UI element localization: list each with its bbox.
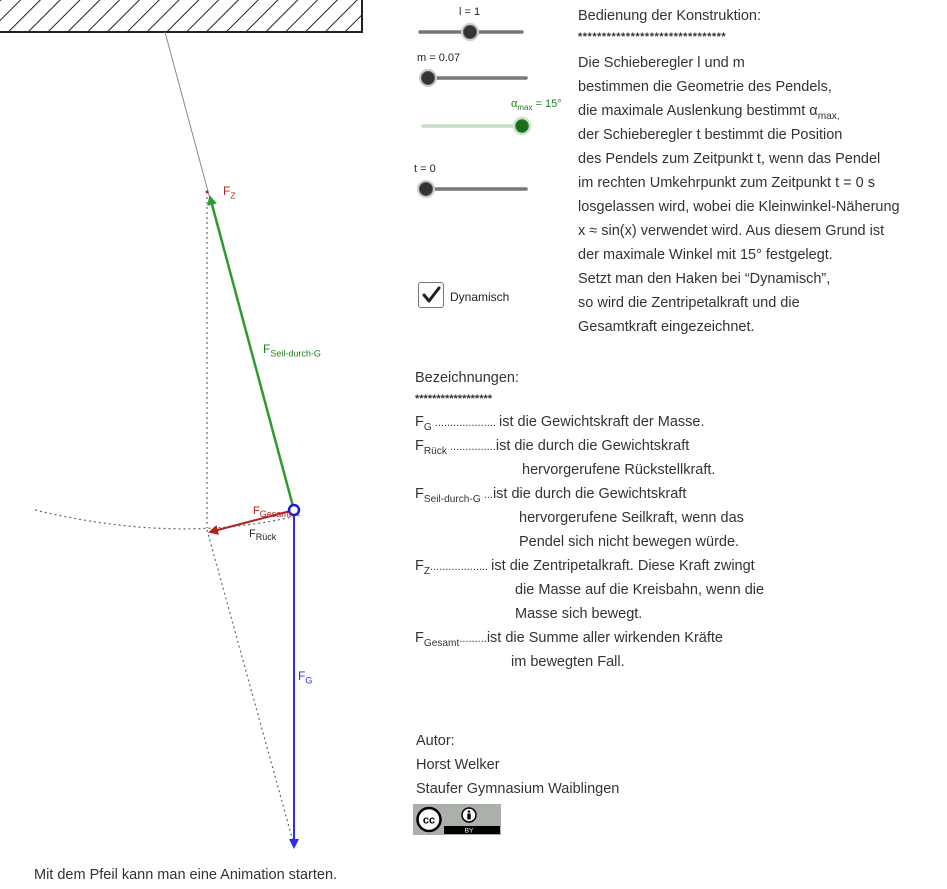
- legend-item-fz-line2: die Masse auf die Kreisbahn, wenn die: [515, 582, 765, 598]
- instructions-title: Bedienung der Konstruktion:: [578, 8, 761, 24]
- legend-title: Bezeichnungen:: [415, 370, 519, 386]
- slider-t-label: t = 0: [414, 163, 436, 175]
- cc-text: cc: [422, 814, 436, 827]
- slider-l-label: l = 1: [459, 6, 481, 18]
- dynamisch-label: Dynamisch: [450, 290, 510, 304]
- dynamisch-checkbox[interactable]: [418, 282, 444, 308]
- fz-endpoint: [206, 191, 209, 194]
- slider-alpha-max[interactable]: [423, 118, 530, 134]
- label-f-ruck: $F_{Rück}$: [249, 528, 277, 543]
- helper-line-diagonal: [207, 530, 294, 845]
- cc-by-license-badge[interactable]: [413, 804, 501, 835]
- instructions-text: Die Schieberegler l und m bestimmen die Geometrie des Pendels, die maximale Auslenkung bestimmt $\alpha_{max,}$ der Schieberegler t bestimmt die Position des Pendels zum Zeitpunkt t, wenn das Pendel im rechten Umkehrpunkt zum Zeitpunkt t = 0 s losgelassen wird, wobei die Kleinwinkel-Näherung x ≈ sin(x) verwendet wird. Aus diesem Grund ist der maximale Winkel mit 15° festgelegt. Setzt man den Haken bei “Dynamisch”, so wird die Zentripetalkraft und die Gesamtkraft eingezeichnet.: [578, 55, 900, 335]
- by-text: BY: [464, 827, 474, 834]
- legend-item-fruck: $F_{Rück}$ ...............ist die durch die Gewichtskraft: [415, 438, 690, 457]
- legend-item-fseil-line3: Pendel sich nicht bewegen würde.: [519, 534, 740, 550]
- author-school: Staufer Gymnasium Waiblingen: [416, 781, 620, 797]
- label-f-z: $F_Z$: [223, 184, 236, 201]
- author-name: Horst Welker: [416, 757, 500, 773]
- legend-item-fgesamt: $F_{Gesamt}.........ist$ die Summe aller wirkenden Kräfte: [415, 630, 723, 649]
- cc-by-icon: [414, 805, 500, 834]
- slider-m[interactable]: [420, 70, 526, 86]
- animation-hint: Mit dem Pfeil kann man eine Animation starten.: [34, 867, 338, 883]
- slider-l[interactable]: [420, 24, 522, 40]
- legend-item-fz: $F_Z$................... ist die Zentripetalkraft. Diese Kraft zwingt: [415, 558, 755, 577]
- legend-item-fg: $F_G$ .................... ist die Gewichtskraft der Masse.: [415, 414, 705, 433]
- legend-item-fgesamt-line2: im bewegten Fall.: [511, 654, 625, 670]
- slider-m-label: m = 0.07: [417, 52, 461, 64]
- checkmark-icon: [419, 283, 443, 307]
- instructions-stars: *******************************: [578, 31, 727, 43]
- legend-stars: ******************: [415, 393, 493, 405]
- ceiling: [0, 0, 362, 32]
- slider-alpha-label: $\alpha_{max} = 15^\circ$: [511, 98, 562, 113]
- legend-item-fz-line3: Masse sich bewegt.: [515, 606, 643, 622]
- label-f-g: $F_G$: [298, 669, 313, 686]
- legend-item-fruck-line2: hervorgerufene Rückstellkraft.: [522, 462, 716, 478]
- legend-item-fseil: $F_{Seil-durch-G}$ ...ist die durch die Gewichtskraft: [415, 486, 687, 505]
- slider-t[interactable]: [418, 181, 526, 197]
- label-f-seil-durch-g: $F_{Seil-durch-G}$: [263, 342, 321, 359]
- author-label: Autor:: [416, 733, 455, 749]
- legend-item-fseil-line2: hervorgerufene Seilkraft, wenn das: [519, 510, 744, 526]
- label-f-gesamt: $F_{Gesamt}$: [253, 505, 292, 520]
